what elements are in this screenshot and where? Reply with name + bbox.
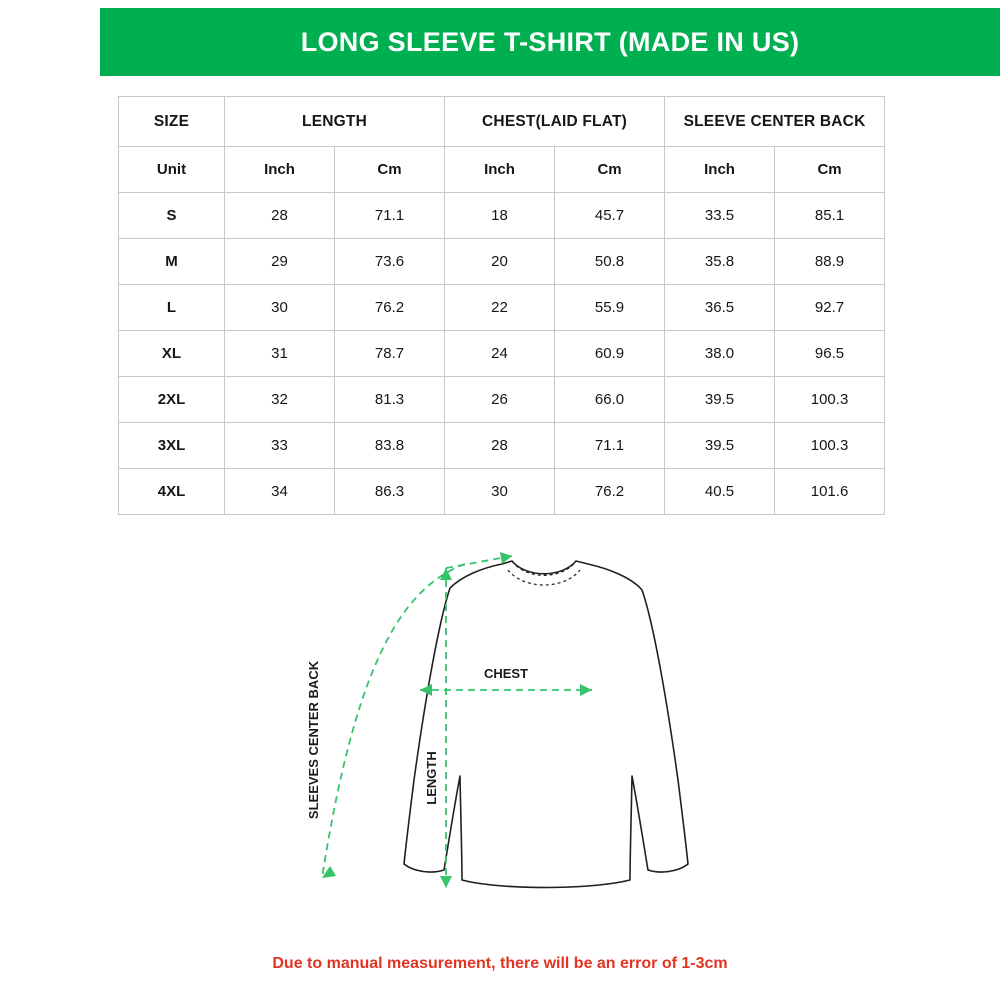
cell-length-inch: 30 — [225, 285, 335, 331]
header-chest: CHEST(LAID FLAT) — [445, 97, 665, 147]
cell-chest-inch: 22 — [445, 285, 555, 331]
table-row — [119, 469, 885, 515]
header-banner — [100, 8, 1000, 76]
cell-size: L — [119, 285, 225, 331]
cell-chest-inch: 20 — [445, 239, 555, 285]
table-header-groups — [119, 97, 885, 147]
unit-length-cm: Cm — [335, 147, 445, 193]
unit-sleeve-cm: Cm — [775, 147, 885, 193]
cell-chest-cm: 60.9 — [555, 331, 665, 377]
cell-chest-cm: 71.1 — [555, 423, 665, 469]
unit-label: Unit — [119, 147, 225, 193]
cell-size: 4XL — [119, 469, 225, 515]
chest-label: CHEST — [483, 666, 529, 681]
cell-sleeve-inch: 36.5 — [665, 285, 775, 331]
cell-length-inch: 29 — [225, 239, 335, 285]
table-row — [119, 193, 885, 239]
table-row — [119, 423, 885, 469]
cell-sleeve-cm: 92.7 — [775, 285, 885, 331]
table-row — [119, 285, 885, 331]
cell-size: 3XL — [119, 423, 225, 469]
cell-size: 2XL — [119, 377, 225, 423]
cell-chest-inch: 26 — [445, 377, 555, 423]
cell-length-cm: 81.3 — [335, 377, 445, 423]
header-length: LENGTH — [225, 97, 445, 147]
cell-sleeve-cm: 85.1 — [775, 193, 885, 239]
cell-sleeve-cm: 100.3 — [775, 377, 885, 423]
table-header-units — [119, 147, 885, 193]
cell-sleeve-inch: 33.5 — [665, 193, 775, 239]
cell-size: XL — [119, 331, 225, 377]
cell-length-inch: 31 — [225, 331, 335, 377]
cell-sleeve-inch: 40.5 — [665, 469, 775, 515]
cell-length-cm: 86.3 — [335, 469, 445, 515]
cell-length-cm: 78.7 — [335, 331, 445, 377]
cell-sleeve-inch: 39.5 — [665, 377, 775, 423]
cell-length-inch: 34 — [225, 469, 335, 515]
cell-sleeve-cm: 88.9 — [775, 239, 885, 285]
table-row — [119, 331, 885, 377]
unit-chest-inch: Inch — [445, 147, 555, 193]
size-table-container — [118, 96, 882, 515]
cell-length-cm: 71.1 — [335, 193, 445, 239]
cell-chest-cm: 45.7 — [555, 193, 665, 239]
page-title: LONG SLEEVE T-SHIRT (MADE IN US) — [300, 26, 800, 57]
cell-size: S — [119, 193, 225, 239]
unit-chest-cm: Cm — [555, 147, 665, 193]
cell-chest-inch: 28 — [445, 423, 555, 469]
header-sleeve: SLEEVE CENTER BACK — [665, 97, 885, 147]
unit-length-inch: Inch — [225, 147, 335, 193]
measurement-disclaimer: Due to manual measurement, there will be an error of 1-3cm — [272, 955, 728, 972]
cell-length-inch: 32 — [225, 377, 335, 423]
cell-chest-inch: 24 — [445, 331, 555, 377]
cell-length-cm: 83.8 — [335, 423, 445, 469]
cell-chest-cm: 66.0 — [555, 377, 665, 423]
cell-chest-cm: 55.9 — [555, 285, 665, 331]
cell-length-cm: 76.2 — [335, 285, 445, 331]
sleeves-label: SLEEVES CENTER BACK — [306, 660, 321, 820]
header-size: SIZE — [119, 97, 225, 147]
garment-illustration — [250, 528, 770, 928]
table-row — [119, 239, 885, 285]
cell-sleeve-inch: 35.8 — [665, 239, 775, 285]
table-row — [119, 377, 885, 423]
cell-chest-inch: 30 — [445, 469, 555, 515]
length-label: LENGTH — [424, 751, 439, 805]
cell-length-inch: 28 — [225, 193, 335, 239]
cell-sleeve-cm: 96.5 — [775, 331, 885, 377]
cell-sleeve-cm: 101.6 — [775, 469, 885, 515]
cell-size: M — [119, 239, 225, 285]
cell-sleeve-inch: 38.0 — [665, 331, 775, 377]
cell-length-inch: 33 — [225, 423, 335, 469]
cell-chest-inch: 18 — [445, 193, 555, 239]
cell-sleeve-inch: 39.5 — [665, 423, 775, 469]
cell-chest-cm: 50.8 — [555, 239, 665, 285]
cell-sleeve-cm: 100.3 — [775, 423, 885, 469]
cell-length-cm: 73.6 — [335, 239, 445, 285]
unit-sleeve-inch: Inch — [665, 147, 775, 193]
cell-chest-cm: 76.2 — [555, 469, 665, 515]
size-table — [118, 96, 885, 515]
